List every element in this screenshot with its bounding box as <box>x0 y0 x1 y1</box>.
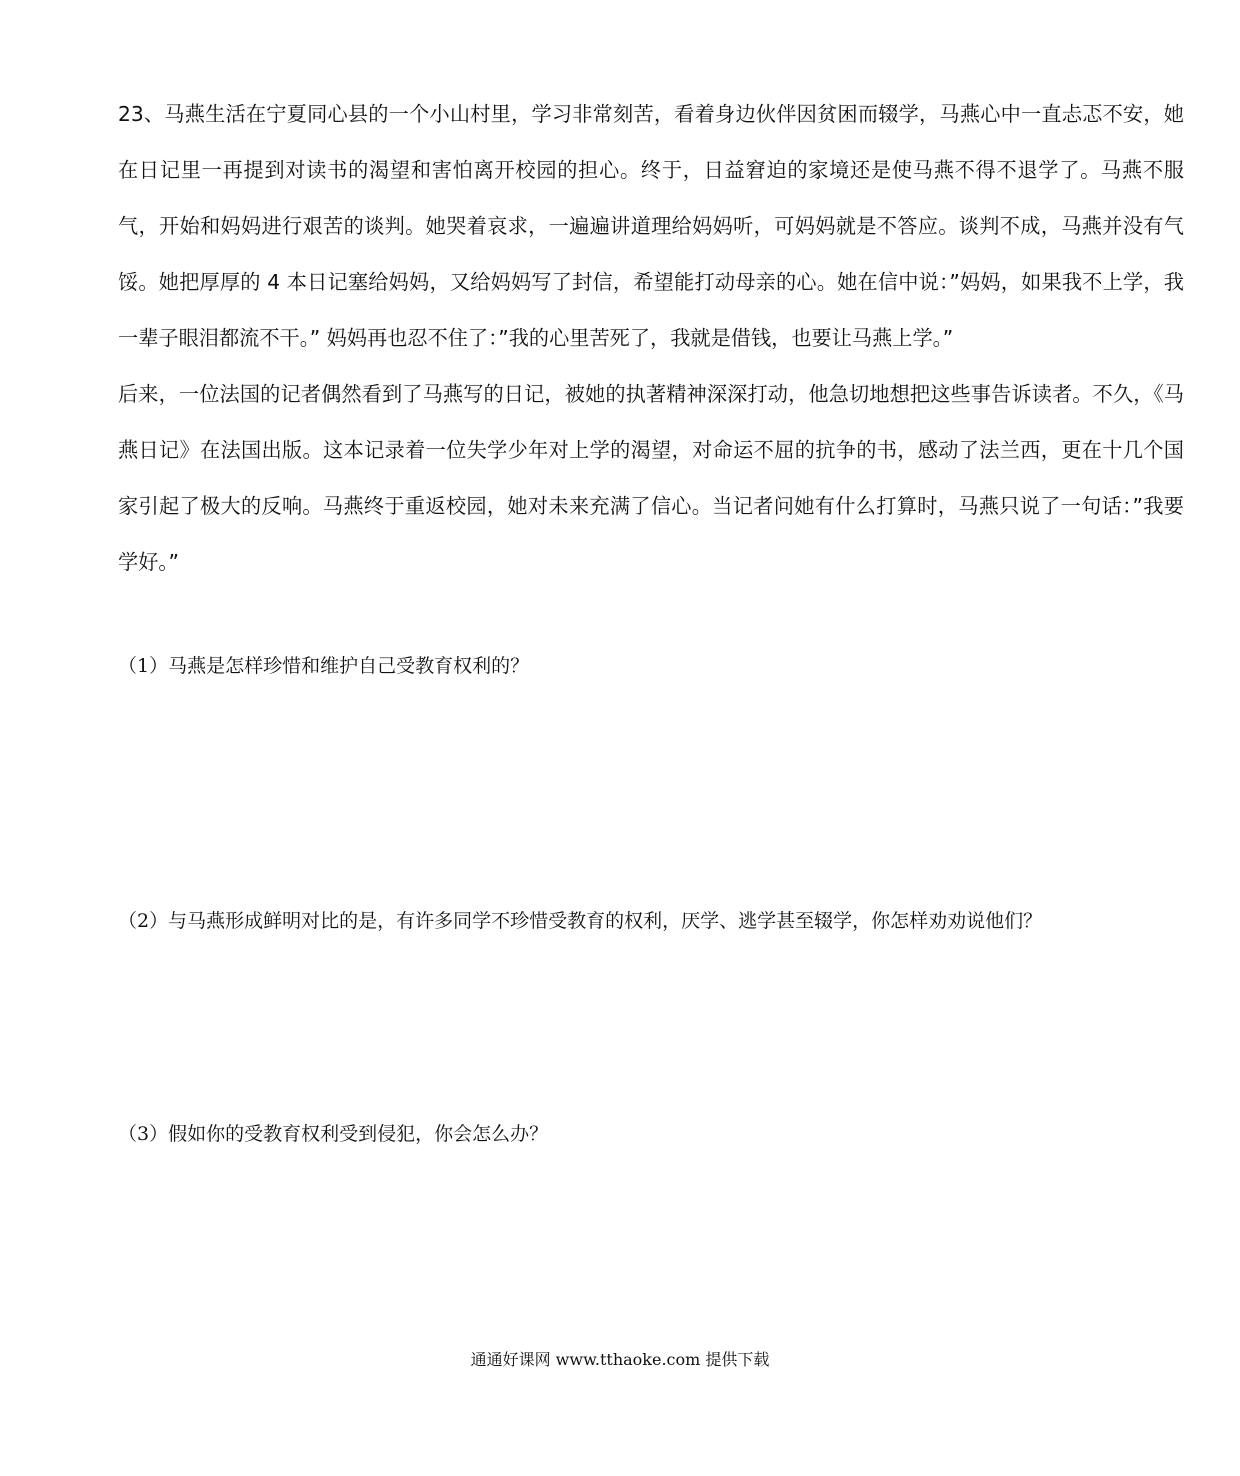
page-footer: 通通好课网 www.tthaoke.com 提供下载 <box>470 1350 770 1369</box>
passage-paragraph-1: 23、马燕生活在宁夏同心县的一个小山村里，学习非常刻苦，看着身边伙伴因贫困而辍学，马燕心中一直忐忑不安，她在日记里一再提到对读书的渴望和害怕离开校园的担心。终于，日益窘迫的家境还是使马燕不得不退学了。马燕不服气，开始和妈妈进行艰苦的谈判。她哭着哀求，一遍遍讲道理给妈妈听，可妈妈就是不答应。谈判不成，马燕并没有气馁。她把厚厚的 4 本日记塞给妈妈，又给妈妈写了封信，希望能打动母亲的心。她在信中说：”妈妈，如果我不上学，我一辈子眼泪都流不干。” 妈妈再也忍不住了：”我的心里苦死了，我就是借钱，也要让马燕上学。” <box>118 102 1184 350</box>
question-2: （2）与马燕形成鲜明对比的是，有许多同学不珍惜受教育的权利，厌学、逃学甚至辍学，你怎样劝劝说他们？ <box>118 910 1043 932</box>
question-3: （3）假如你的受教育权利受到侵犯，你会怎么办？ <box>118 1123 549 1145</box>
reading-passage <box>118 86 1184 590</box>
passage-paragraph-2: 后来，一位法国的记者偶然看到了马燕写的日记，被她的执著精神深深打动，他急切地想把这些事告诉读者。不久，《马燕日记》在法国出版。这本记录着一位失学少年对上学的渴望，对命运不屈的抗争的书，感动了法兰西，更在十几个国家引起了极大的反响。马燕终于重返校园，她对未来充满了信心。当记者问她有什么打算时，马燕只说了一句话：”我要学好。” <box>118 382 1184 574</box>
question-1: （1）马燕是怎样珍惜和维护自己受教育权利的？ <box>118 655 530 677</box>
